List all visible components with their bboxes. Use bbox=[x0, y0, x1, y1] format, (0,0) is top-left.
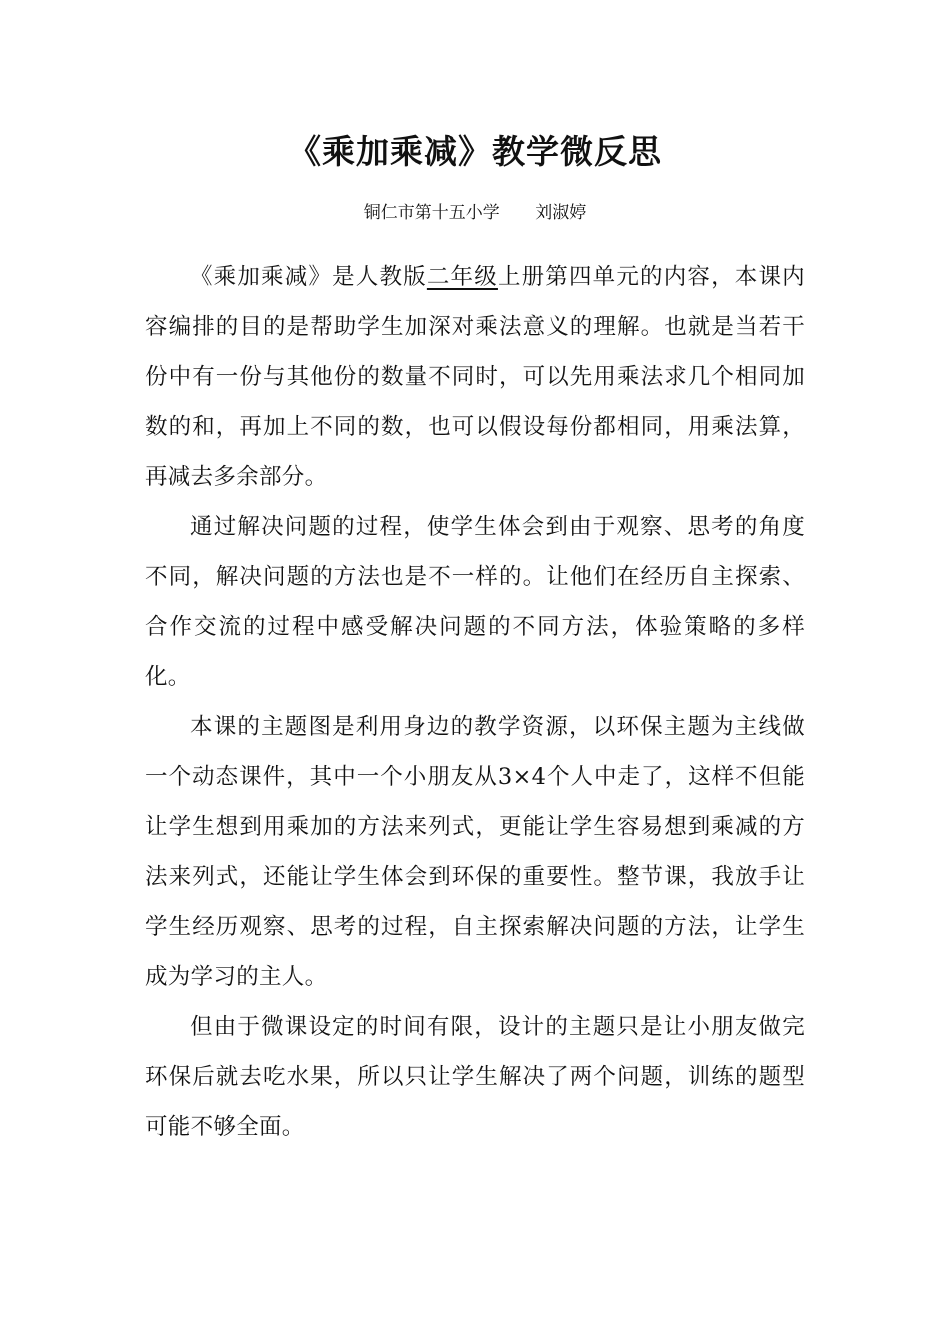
paragraph-3: 本课的主题图是利用身边的教学资源，以环保主题为主线做一个动态课件，其中一个小朋友从3×4个人中走了，这样不但能让学生想到用乘加的方法来列式，更能让学生容易想到乘减的方法来列式，还能让学生体会到环保的重要性。整节课，我放手让学生经历观察、思考的过程，自主探索解决问题的方法，让学生成为学习的主人。 bbox=[145, 714, 805, 990]
paragraph-1 bbox=[145, 252, 805, 502]
paragraph-1-text-before: 《乘加乘减》是人教版 bbox=[190, 264, 427, 290]
page-title: 《乘加乘减》教学微反思 bbox=[288, 132, 662, 171]
author-school: 铜仁市第十五小学 bbox=[363, 203, 500, 223]
paragraph-2: 通过解决问题的过程，使学生体会到由于观察、思考的角度不同，解决问题的方法也是不一样的。让他们在经历自主探索、合作交流的过程中感受解决问题的不同方法，体验策略的多样化。 bbox=[145, 514, 805, 690]
byline bbox=[0, 198, 950, 228]
underlined-grade: 二年级 bbox=[426, 264, 498, 290]
paragraph-1-text-after: 上册第四单元的内容，本课内容编排的目的是帮助学生加深对乘法意义的理解。也就是当若干份中有一份与其他份的数量不同时，可以先用乘法求几个相同加数的和，再加上不同的数，也可以假设每份都相同，用乘法算，再减去多余部分。 bbox=[145, 264, 805, 490]
author-name: 刘淑婷 bbox=[535, 203, 587, 223]
paragraph-4: 但由于微课设定的时间有限，设计的主题只是让小朋友做完环保后就去吃水果，所以只让学生解决了两个问题，训练的题型可能不够全面。 bbox=[145, 1014, 805, 1140]
document-body bbox=[145, 252, 805, 1152]
